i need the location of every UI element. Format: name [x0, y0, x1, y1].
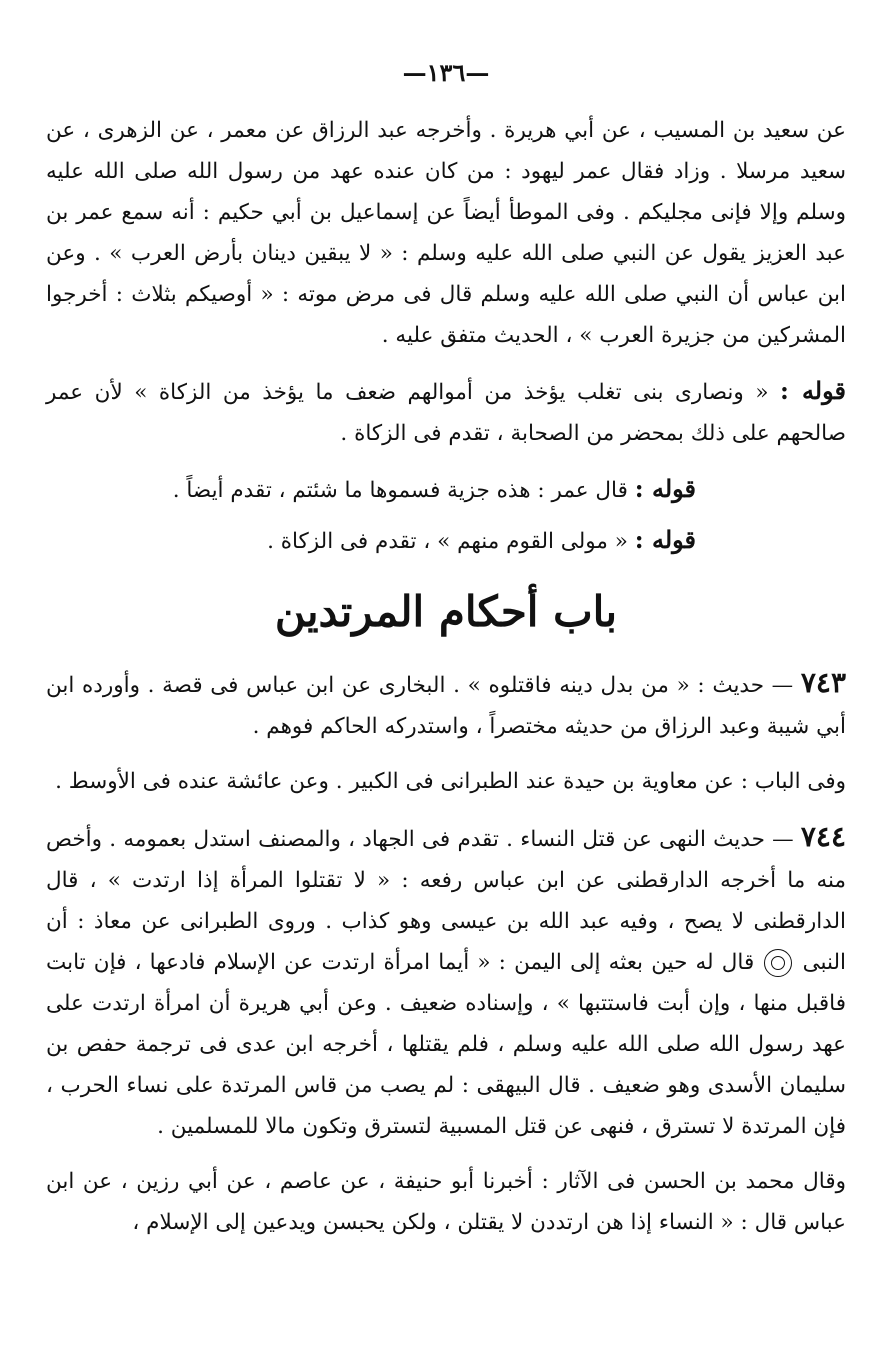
paragraph-muhammad-ibn-hasan: وقال محمد بن الحسن فى الآثار : أخبرنا أبو حنيفة ، عن عاصم ، عن أبي رزين ، عن ابن عباس قال : « النساء إذا هن ارتددن لا يقتلن ، ولكن يحبسن ويدعين إلى الإسلام ، [46, 1169, 846, 1235]
hadith-744 [46, 816, 846, 1147]
paragraph-nasara-taghlib [46, 370, 846, 454]
chapter-title: باب أحكام المرتدين [274, 587, 618, 636]
hadith-number: ٧٤٤ [800, 820, 846, 853]
hadith-text: — حديث النهى عن قتل النساء . تقدم فى الجهاد ، والمصنف استدل بعمومه . وأخص منه ما أخرجه الدارقطنى عن ابن عباس رفعه : « لا تقتلوا المرأة إذا ارتدت » ، قال الدارقطنى لا يصح ، وفيه عبد الله بن عيسى وهو كذاب . وروى الطبرانى عن معاذ : أن النبى [46, 827, 846, 975]
hadith-743 [46, 662, 846, 747]
paragraph-hadith-sources: عن سعيد بن المسيب ، عن أبي هريرة . وأخرجه عبد الرزاق عن معمر ، عن الزهرى ، عن سعيد مرسلا . وزاد فقال عمر ليهود : من كان عنده عهد من رسول الله صلى الله عليه وسلم وإلا فإنى مجليكم . وفى الموطأ أيضاً عن إسماعيل بن أبي حكيم : أنه سمع عمر بن عبد العزيز يقول عن النبي صلى الله عليه وسلم : « لا يبقين دينان بأرض العرب » . وعن ابن عباس أن النبي صلى الله عليه وسلم قال فى مرض موته : « أوصيكم بثلاث : أخرجوا المشركين من جزيرة العرب » ، الحديث متفق عليه . [46, 118, 846, 348]
page-number: —١٣٦— [402, 58, 490, 87]
paragraph-jizya [46, 468, 846, 511]
paragraph-text: « ونصارى بنى تغلب يؤخذ من أموالهم ضعف ما يؤخذ من الزكاة » لأن عمر صالحهم على ذلك بمحضر من الصحابة ، تقدم فى الزكاة . [46, 380, 846, 446]
qawluh-label: قوله : [634, 474, 696, 503]
paragraph-text: « مولى القوم منهم » ، تقدم فى الزكاة . [267, 529, 628, 554]
sallallahu-alayhi-wasallam-icon [764, 949, 792, 977]
qawluh-label: قوله : [634, 525, 696, 554]
paragraph-text: قال عمر : هذه جزية فسموها ما شئتم ، تقدم أيضاً . [172, 478, 628, 503]
paragraph-mawla [46, 519, 846, 562]
qawluh-label: قوله : [780, 376, 846, 405]
paragraph-fil-bab: وفى الباب : عن معاوية بن حيدة عند الطبرانى فى الكبير . وعن عائشة عنده فى الأوسط . [55, 769, 846, 794]
hadith-text: — حديث : « من بدل دينه فاقتلوه » . البخارى عن ابن عباس فى قصة . وأورده ابن أبي شيبة وعبد الرزاق من حديثه مختصراً ، واستدركه الحاكم فوهم . [46, 673, 846, 739]
hadith-text: قال له حين بعثه إلى اليمن : « أيما امرأة ارتدت عن الإسلام فادعها ، فإن تابت فاقبل منها ، وإن أبت فاستتبها » ، وإسناده ضعيف . وعن أبي هريرة أن امرأة ارتدت على عهد رسول الله صلى الله عليه وسلم ، فلم يقتلها ، أخرجه ابن عدى فى ترجمة حفص بن سليمان الأسدى وهو ضعيف . قال البيهقى : لم يصب من قاس المرتدة على نساء الحرب ، فإن المرتدة لا تسترق ، فنهى عن قتل المسبية لتسترق وتكون مالا للمسلمين . [46, 950, 846, 1139]
hadith-number: ٧٤٣ [800, 666, 846, 699]
